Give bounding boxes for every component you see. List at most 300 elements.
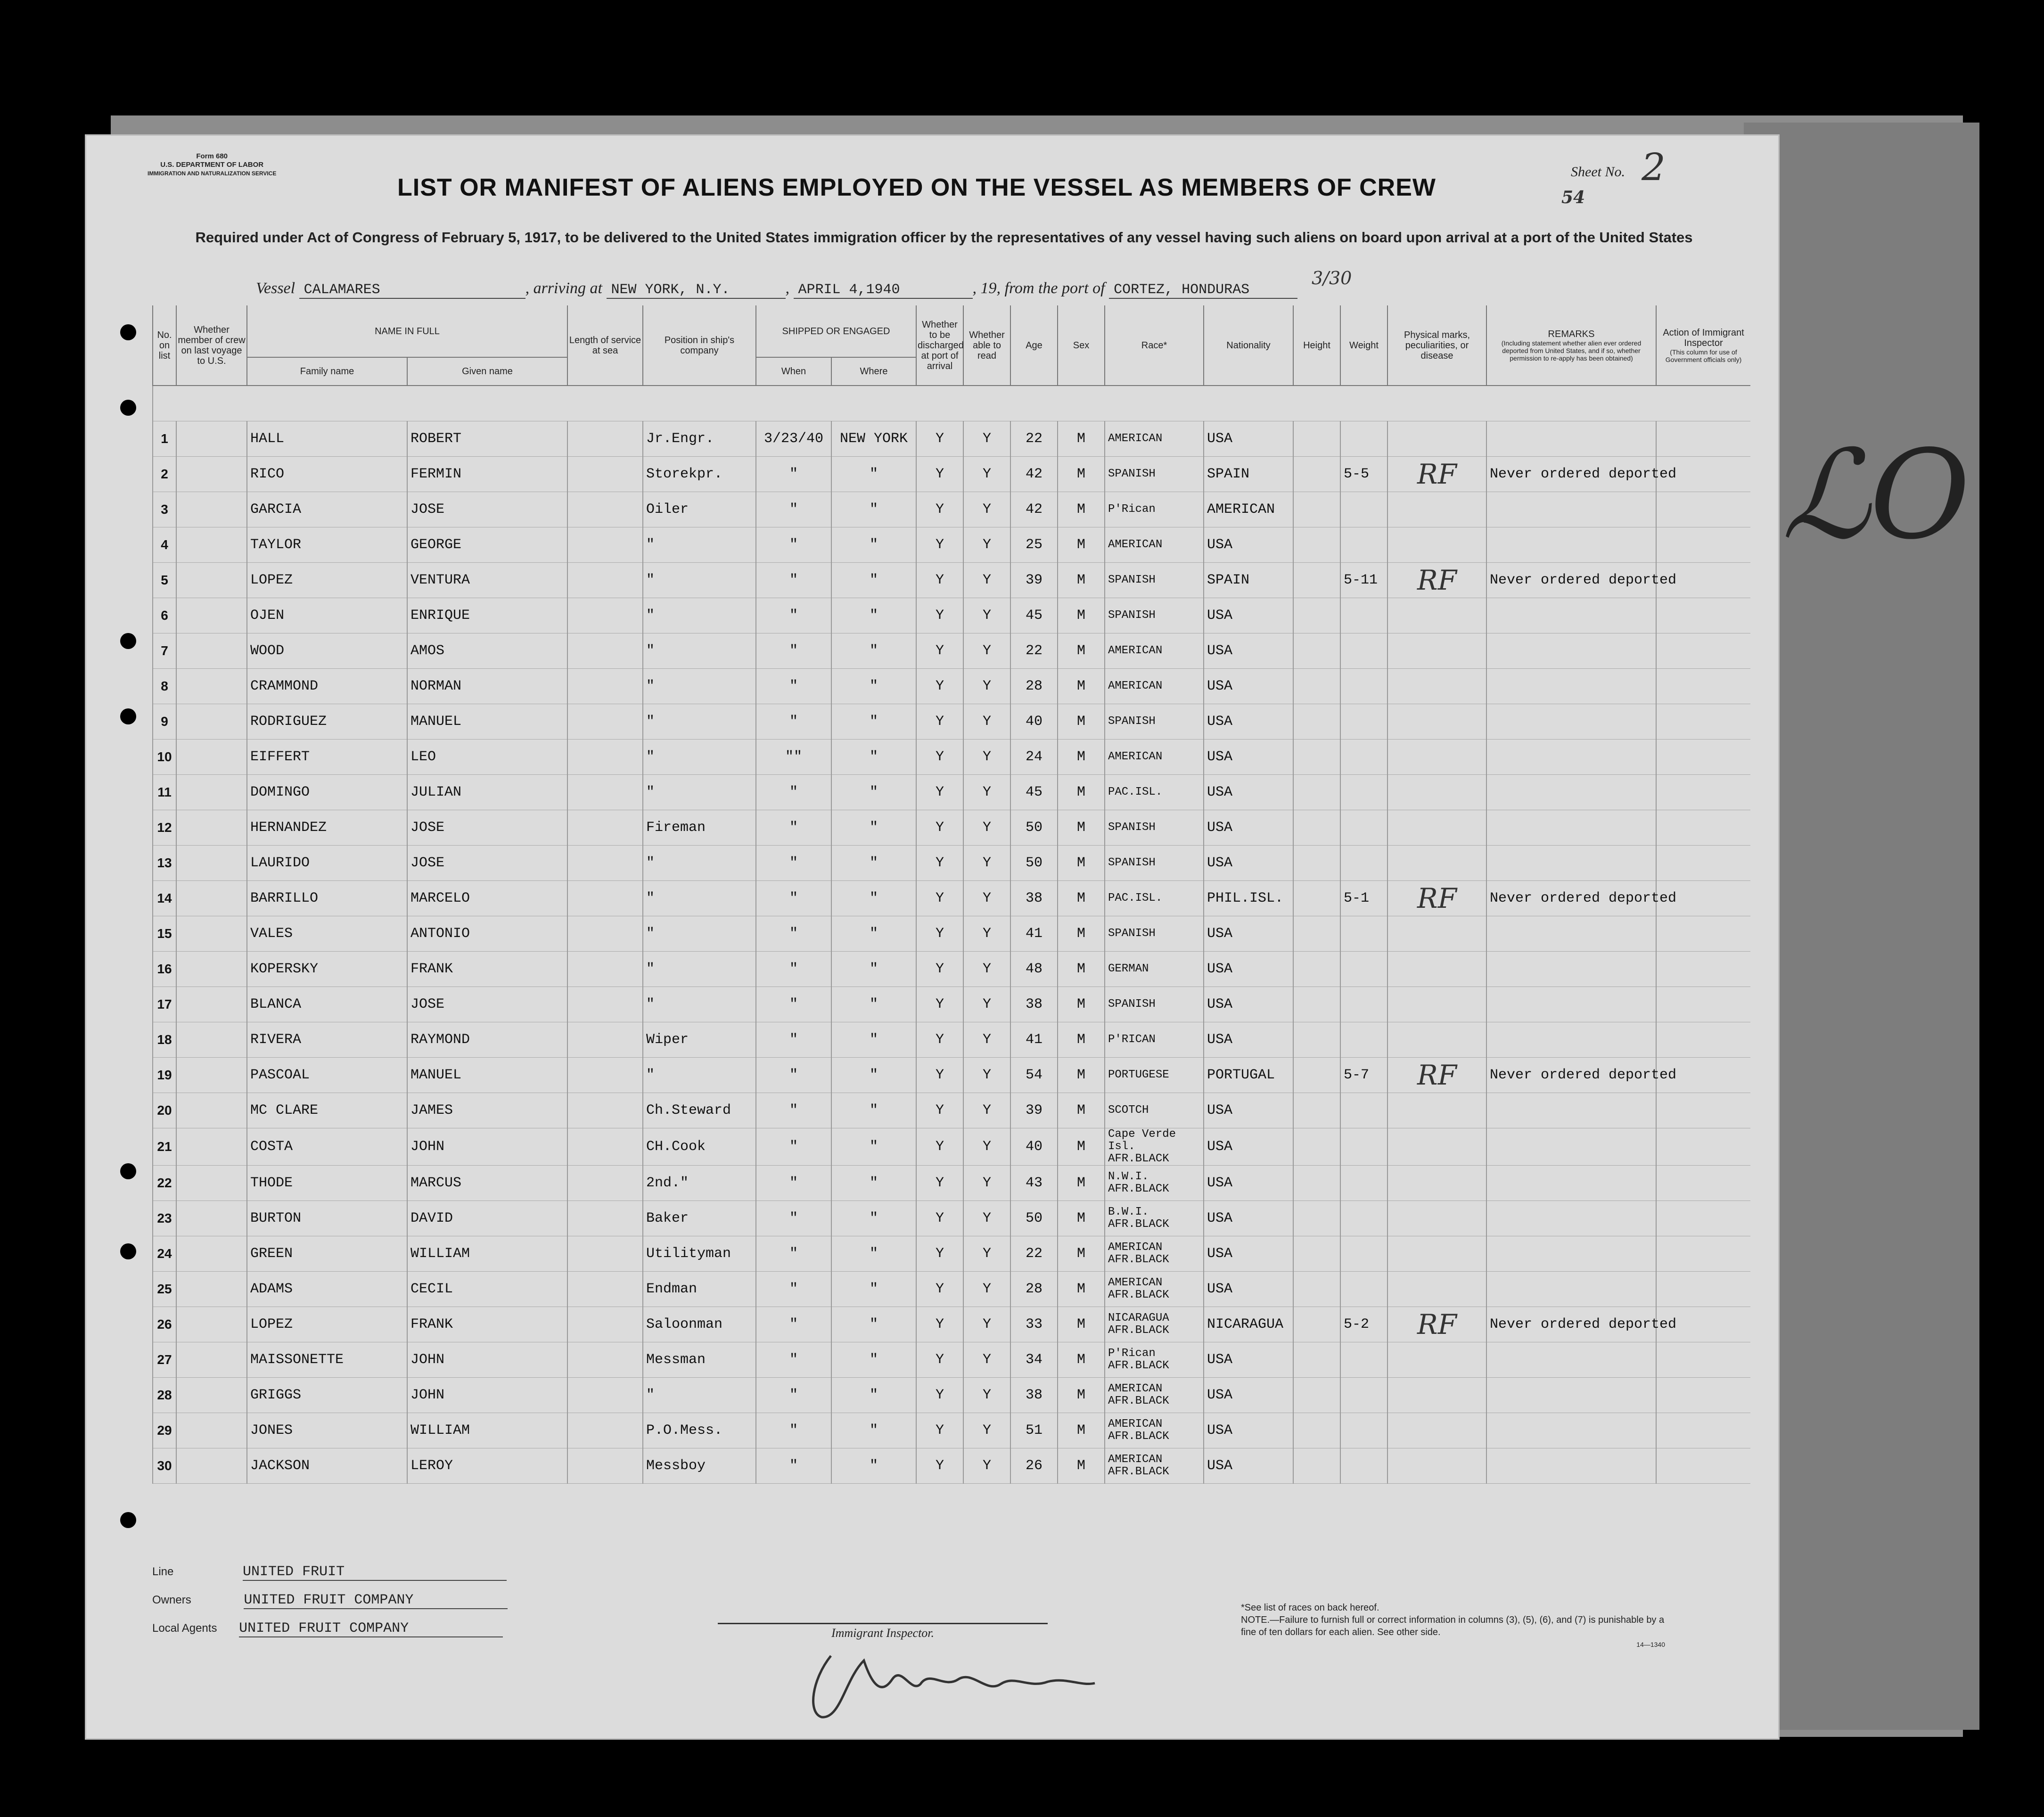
cell-age: 28 — [1010, 1272, 1058, 1307]
cell-empty — [1293, 775, 1340, 810]
cell-height — [1340, 1022, 1387, 1058]
cell-sex: M — [1058, 1093, 1105, 1128]
penalty-note: NOTE.—Failure to furnish full or correct information in columns (3), (5), (6), and (7) is punishable by a fine of ten dollars for each alien. See other side. — [1241, 1615, 1665, 1637]
cell-age: 26 — [1010, 1448, 1058, 1484]
cell-when: " — [756, 1413, 831, 1448]
cell-marks — [1387, 1022, 1486, 1058]
cell-family: PASCOAL — [247, 1058, 407, 1093]
cell-empty — [1656, 846, 1750, 881]
cell-empty — [567, 633, 643, 669]
cell-no: 19 — [153, 1058, 176, 1093]
cell-family: MC CLARE — [247, 1093, 407, 1128]
col-header-weight: Weight — [1340, 305, 1387, 386]
cell-empty — [567, 704, 643, 740]
cell-discharged: Y — [916, 421, 963, 457]
cell-family: JONES — [247, 1413, 407, 1448]
cell-remarks — [1486, 846, 1656, 881]
cell-read: Y — [963, 1236, 1010, 1272]
col-header-family-name: Family name — [247, 357, 407, 386]
cell-remarks — [1486, 1272, 1656, 1307]
cell-marks — [1387, 846, 1486, 881]
cell-height — [1340, 527, 1387, 563]
table-row — [153, 846, 1750, 881]
cell-read: Y — [963, 775, 1010, 810]
cell-when: " — [756, 1342, 831, 1378]
table-row — [153, 916, 1750, 952]
cell-marks — [1387, 775, 1486, 810]
cell-when: " — [756, 457, 831, 492]
cell-read: Y — [963, 704, 1010, 740]
cell-where: " — [831, 598, 916, 633]
owners-value: UNITED FRUIT COMPANY — [244, 1592, 508, 1609]
cell-position: " — [643, 633, 756, 669]
binder-hole — [120, 633, 136, 649]
page-title: LIST OR MANIFEST OF ALIENS EMPLOYED ON THE VESSEL AS MEMBERS OF CREW — [397, 174, 1436, 201]
cell-marks — [1387, 1093, 1486, 1128]
table-row — [153, 1307, 1750, 1342]
cell-race: SPANISH — [1105, 598, 1204, 633]
cell-age: 54 — [1010, 1058, 1058, 1093]
cell-marks — [1387, 810, 1486, 846]
col-header-read: Whether able to read — [963, 305, 1010, 386]
cell-sex: M — [1058, 563, 1105, 598]
cell-empty — [1656, 704, 1750, 740]
cell-position: Messman — [643, 1342, 756, 1378]
cell-race: SPANISH — [1105, 916, 1204, 952]
cell-discharged: Y — [916, 987, 963, 1022]
cell-when: " — [756, 1307, 831, 1342]
cell-race: P'RICAN — [1105, 1022, 1204, 1058]
cell-given: ROBERT — [407, 421, 567, 457]
cell-given: JOSE — [407, 846, 567, 881]
cell-empty — [1293, 916, 1340, 952]
cell-height — [1340, 1166, 1387, 1201]
cell-read: Y — [963, 633, 1010, 669]
table-row — [153, 1022, 1750, 1058]
cell-remarks — [1486, 598, 1656, 633]
cell-family: KOPERSKY — [247, 952, 407, 987]
cell-empty — [1293, 563, 1340, 598]
cell-marks — [1387, 987, 1486, 1022]
cell-height — [1340, 633, 1387, 669]
cell-read: Y — [963, 1448, 1010, 1484]
footnote — [1241, 1602, 1665, 1651]
cell-empty — [1656, 1342, 1750, 1378]
cell-marks: RF — [1387, 1307, 1486, 1342]
arrival-date: APRIL 4,1940 — [794, 282, 973, 299]
cell-sex: M — [1058, 987, 1105, 1022]
cell-family: GRIGGS — [247, 1378, 407, 1413]
voyage-line: Vessel CALAMARES , arriving at NEW YORK, N.Y. , APRIL 4,1940 , 19, from the port of CORTEZ, HONDURAS — [256, 280, 1297, 299]
cell-height — [1340, 952, 1387, 987]
cell-marks — [1387, 421, 1486, 457]
cell-sex: M — [1058, 421, 1105, 457]
cell-height — [1340, 846, 1387, 881]
cell-where: " — [831, 987, 916, 1022]
handwritten-date: 3/30 — [1312, 268, 1352, 288]
cell-empty — [1293, 598, 1340, 633]
cell-when: " — [756, 1378, 831, 1413]
cell-given: VENTURA — [407, 563, 567, 598]
cell-empty — [176, 987, 247, 1022]
crew-table-area — [152, 305, 1744, 1531]
cell-sex: M — [1058, 704, 1105, 740]
cell-when: " — [756, 1058, 831, 1093]
cell-remarks — [1486, 1166, 1656, 1201]
table-row — [153, 1448, 1750, 1484]
cell-discharged: Y — [916, 633, 963, 669]
cell-discharged: Y — [916, 846, 963, 881]
cell-empty — [1293, 1128, 1340, 1166]
cell-height — [1340, 1342, 1387, 1378]
col-header-where: Where — [831, 357, 916, 386]
cell-empty — [176, 740, 247, 775]
cell-height — [1340, 775, 1387, 810]
cell-given: JOHN — [407, 1378, 567, 1413]
cell-marks — [1387, 952, 1486, 987]
cell-remarks — [1486, 1378, 1656, 1413]
cell-discharged: Y — [916, 1128, 963, 1166]
cell-race: PORTUGESE — [1105, 1058, 1204, 1093]
cell-when: " — [756, 598, 831, 633]
cell-age: 42 — [1010, 492, 1058, 527]
table-row — [153, 987, 1750, 1022]
cell-read: Y — [963, 1058, 1010, 1093]
cell-family: OJEN — [247, 598, 407, 633]
cell-race: B.W.I. AFR.BLACK — [1105, 1201, 1204, 1236]
cell-sex: M — [1058, 1236, 1105, 1272]
cell-remarks — [1486, 1342, 1656, 1378]
cell-read: Y — [963, 421, 1010, 457]
cell-read: Y — [963, 457, 1010, 492]
cell-family: ADAMS — [247, 1272, 407, 1307]
cell-given: FRANK — [407, 1307, 567, 1342]
cell-remarks — [1486, 1413, 1656, 1448]
cell-family: GREEN — [247, 1236, 407, 1272]
cell-age: 33 — [1010, 1307, 1058, 1342]
cell-family: CRAMMOND — [247, 669, 407, 704]
cell-marks — [1387, 598, 1486, 633]
cell-where: " — [831, 1307, 916, 1342]
cell-when: " — [756, 704, 831, 740]
cell-discharged: Y — [916, 563, 963, 598]
cell-remarks — [1486, 810, 1656, 846]
cell-discharged: Y — [916, 669, 963, 704]
cell-empty — [1656, 1166, 1750, 1201]
cell-where: " — [831, 457, 916, 492]
cell-empty — [176, 1166, 247, 1201]
cell-empty — [1293, 881, 1340, 916]
table-row — [153, 457, 1750, 492]
cell-nationality: AMERICAN — [1204, 492, 1293, 527]
cell-age: 40 — [1010, 704, 1058, 740]
cell-where: " — [831, 952, 916, 987]
cell-family: RODRIGUEZ — [247, 704, 407, 740]
cell-where: NEW YORK — [831, 421, 916, 457]
cell-empty — [1656, 775, 1750, 810]
cell-read: Y — [963, 1342, 1010, 1378]
cell-marks — [1387, 1201, 1486, 1236]
table-row — [153, 1201, 1750, 1236]
col-header-given-name: Given name — [407, 357, 567, 386]
col-header-when: When — [756, 357, 831, 386]
cell-family: COSTA — [247, 1128, 407, 1166]
cell-empty — [567, 457, 643, 492]
cell-nationality: USA — [1204, 987, 1293, 1022]
cell-empty — [567, 1022, 643, 1058]
cell-read: Y — [963, 987, 1010, 1022]
cell-empty — [1656, 1093, 1750, 1128]
cell-marks: RF — [1387, 457, 1486, 492]
cell-age: 41 — [1010, 916, 1058, 952]
cell-nationality: USA — [1204, 740, 1293, 775]
cell-when: " — [756, 987, 831, 1022]
cell-discharged: Y — [916, 1022, 963, 1058]
cell-when: " — [756, 669, 831, 704]
cell-no: 22 — [153, 1166, 176, 1201]
cell-no: 11 — [153, 775, 176, 810]
cell-empty — [176, 1022, 247, 1058]
departure-port: CORTEZ, HONDURAS — [1109, 282, 1297, 299]
cell-empty — [1293, 1166, 1340, 1201]
cell-empty — [1656, 1378, 1750, 1413]
cell-no: 9 — [153, 704, 176, 740]
cell-sex: M — [1058, 1448, 1105, 1484]
cell-race: SPANISH — [1105, 704, 1204, 740]
cell-empty — [1293, 457, 1340, 492]
cell-position: " — [643, 598, 756, 633]
cell-read: Y — [963, 810, 1010, 846]
cell-nationality: USA — [1204, 527, 1293, 563]
cell-discharged: Y — [916, 1307, 963, 1342]
cell-empty — [567, 810, 643, 846]
cell-read: Y — [963, 740, 1010, 775]
cell-empty — [1293, 1236, 1340, 1272]
cell-position: Endman — [643, 1272, 756, 1307]
cell-where: " — [831, 1128, 916, 1166]
cell-position: CH.Cook — [643, 1128, 756, 1166]
cell-no: 17 — [153, 987, 176, 1022]
cell-empty — [1293, 1093, 1340, 1128]
cell-position: " — [643, 1058, 756, 1093]
cell-when: " — [756, 1128, 831, 1166]
cell-family: BURTON — [247, 1201, 407, 1236]
cell-empty — [176, 1236, 247, 1272]
cell-empty — [567, 881, 643, 916]
cell-sex: M — [1058, 1201, 1105, 1236]
cell-empty — [176, 1413, 247, 1448]
background-handwriting: ℒO — [1781, 424, 1970, 567]
cell-position: Jr.Engr. — [643, 421, 756, 457]
cell-nationality: USA — [1204, 421, 1293, 457]
table-row — [153, 1378, 1750, 1413]
cell-position: " — [643, 987, 756, 1022]
cell-where: " — [831, 1272, 916, 1307]
cell-empty — [567, 1201, 643, 1236]
cell-discharged: Y — [916, 1413, 963, 1448]
col-header-nationality: Nationality — [1204, 305, 1293, 386]
cell-no: 8 — [153, 669, 176, 704]
cell-discharged: Y — [916, 1201, 963, 1236]
cell-empty — [567, 527, 643, 563]
cell-age: 40 — [1010, 1128, 1058, 1166]
cell-height — [1340, 740, 1387, 775]
col-header-last-voyage: Whether member of crew on last voyage to U.S. — [176, 305, 247, 386]
cell-height — [1340, 810, 1387, 846]
cell-empty — [1293, 1307, 1340, 1342]
cell-remarks — [1486, 421, 1656, 457]
cell-read: Y — [963, 563, 1010, 598]
cell-sex: M — [1058, 1272, 1105, 1307]
cell-empty — [176, 669, 247, 704]
cell-race: P'Rican — [1105, 492, 1204, 527]
cell-empty — [1293, 740, 1340, 775]
cell-empty — [1656, 916, 1750, 952]
cell-remarks — [1486, 1128, 1656, 1166]
cell-given: LEROY — [407, 1448, 567, 1484]
cell-height — [1340, 1448, 1387, 1484]
cell-remarks — [1486, 916, 1656, 952]
cell-empty — [176, 704, 247, 740]
cell-height — [1340, 1272, 1387, 1307]
cell-read: Y — [963, 916, 1010, 952]
cell-empty — [567, 598, 643, 633]
cell-nationality: USA — [1204, 1378, 1293, 1413]
cell-age: 38 — [1010, 881, 1058, 916]
cell-position: Saloonman — [643, 1307, 756, 1342]
cell-given: JAMES — [407, 1093, 567, 1128]
cell-family: JACKSON — [247, 1448, 407, 1484]
table-row — [153, 527, 1750, 563]
cell-position: Fireman — [643, 810, 756, 846]
cell-no: 27 — [153, 1342, 176, 1378]
cell-empty — [1293, 633, 1340, 669]
binder-hole — [120, 1163, 136, 1179]
cell-race: SCOTCH — [1105, 1093, 1204, 1128]
cell-empty — [1293, 1342, 1340, 1378]
cell-age: 39 — [1010, 563, 1058, 598]
cell-when: " — [756, 1022, 831, 1058]
cell-empty — [1656, 633, 1750, 669]
cell-height: 5-7 — [1340, 1058, 1387, 1093]
cell-empty — [176, 598, 247, 633]
cell-empty — [176, 633, 247, 669]
agents-label: Local Agents — [152, 1622, 217, 1635]
binder-hole — [120, 400, 136, 416]
cell-nationality: USA — [1204, 1128, 1293, 1166]
cell-no: 7 — [153, 633, 176, 669]
cell-when: " — [756, 633, 831, 669]
cell-family: EIFFERT — [247, 740, 407, 775]
cell-empty — [176, 492, 247, 527]
cell-discharged: Y — [916, 457, 963, 492]
cell-empty — [176, 563, 247, 598]
department-name: U.S. DEPARTMENT OF LABOR — [160, 161, 264, 169]
cell-empty — [176, 952, 247, 987]
col-header-age: Age — [1010, 305, 1058, 386]
cell-height: 5-1 — [1340, 881, 1387, 916]
cell-nationality: USA — [1204, 1201, 1293, 1236]
cell-when: 3/23/40 — [756, 421, 831, 457]
cell-family: BARRILLO — [247, 881, 407, 916]
cell-given: WILLIAM — [407, 1236, 567, 1272]
sheet-number: 2 — [1642, 145, 1666, 189]
col-header-marks: Physical marks, peculiarities, or disease — [1387, 305, 1486, 386]
cell-age: 28 — [1010, 669, 1058, 704]
cell-nationality: USA — [1204, 1236, 1293, 1272]
cell-age: 41 — [1010, 1022, 1058, 1058]
cell-remarks — [1486, 704, 1656, 740]
cell-family: HERNANDEZ — [247, 810, 407, 846]
cell-no: 14 — [153, 881, 176, 916]
cell-when: " — [756, 1093, 831, 1128]
table-row — [153, 1058, 1750, 1093]
cell-given: JOHN — [407, 1342, 567, 1378]
cell-age: 42 — [1010, 457, 1058, 492]
cell-empty — [1656, 810, 1750, 846]
cell-position: " — [643, 740, 756, 775]
cell-remarks — [1486, 775, 1656, 810]
cell-position: Baker — [643, 1201, 756, 1236]
cell-nationality: USA — [1204, 704, 1293, 740]
cell-height — [1340, 492, 1387, 527]
cell-age: 22 — [1010, 421, 1058, 457]
cell-discharged: Y — [916, 1272, 963, 1307]
cell-empty — [1293, 1378, 1340, 1413]
cell-read: Y — [963, 1022, 1010, 1058]
cell-position: Wiper — [643, 1022, 756, 1058]
cell-height: 5-11 — [1340, 563, 1387, 598]
from-label: from the port of — [1004, 280, 1105, 297]
col-header-position: Position in ship's company — [643, 305, 756, 386]
cell-remarks — [1486, 633, 1656, 669]
cell-remarks — [1486, 492, 1656, 527]
cell-empty — [1293, 952, 1340, 987]
cell-no: 5 — [153, 563, 176, 598]
col-header-shipped: SHIPPED OR ENGAGED — [756, 305, 916, 357]
table-row — [153, 1093, 1750, 1128]
cell-empty — [1293, 492, 1340, 527]
cell-race: P'Rican AFR.BLACK — [1105, 1342, 1204, 1378]
cell-empty — [567, 1272, 643, 1307]
cell-empty — [176, 881, 247, 916]
table-row — [153, 810, 1750, 846]
cell-discharged: Y — [916, 598, 963, 633]
cell-height — [1340, 669, 1387, 704]
cell-empty — [176, 527, 247, 563]
inspector-signature — [803, 1642, 1104, 1732]
cell-nationality: SPAIN — [1204, 563, 1293, 598]
cell-discharged: Y — [916, 952, 963, 987]
cell-where: " — [831, 527, 916, 563]
inspector-action-subtitle: (This column for use of Government officials only) — [1665, 348, 1742, 363]
cell-empty — [567, 740, 643, 775]
cell-empty — [567, 492, 643, 527]
cell-nationality: USA — [1204, 1093, 1293, 1128]
cell-read: Y — [963, 1272, 1010, 1307]
print-code: 14—1340 — [1636, 1641, 1665, 1648]
binder-hole — [120, 324, 136, 340]
cell-empty — [567, 669, 643, 704]
cell-sex: M — [1058, 810, 1105, 846]
cell-given: JOHN — [407, 1128, 567, 1166]
table-row — [153, 669, 1750, 704]
inspector-label: Immigrant Inspector. — [718, 1623, 1048, 1640]
cell-where: " — [831, 1378, 916, 1413]
table-row — [153, 881, 1750, 916]
cell-empty — [1293, 527, 1340, 563]
cell-nationality: PHIL.ISL. — [1204, 881, 1293, 916]
